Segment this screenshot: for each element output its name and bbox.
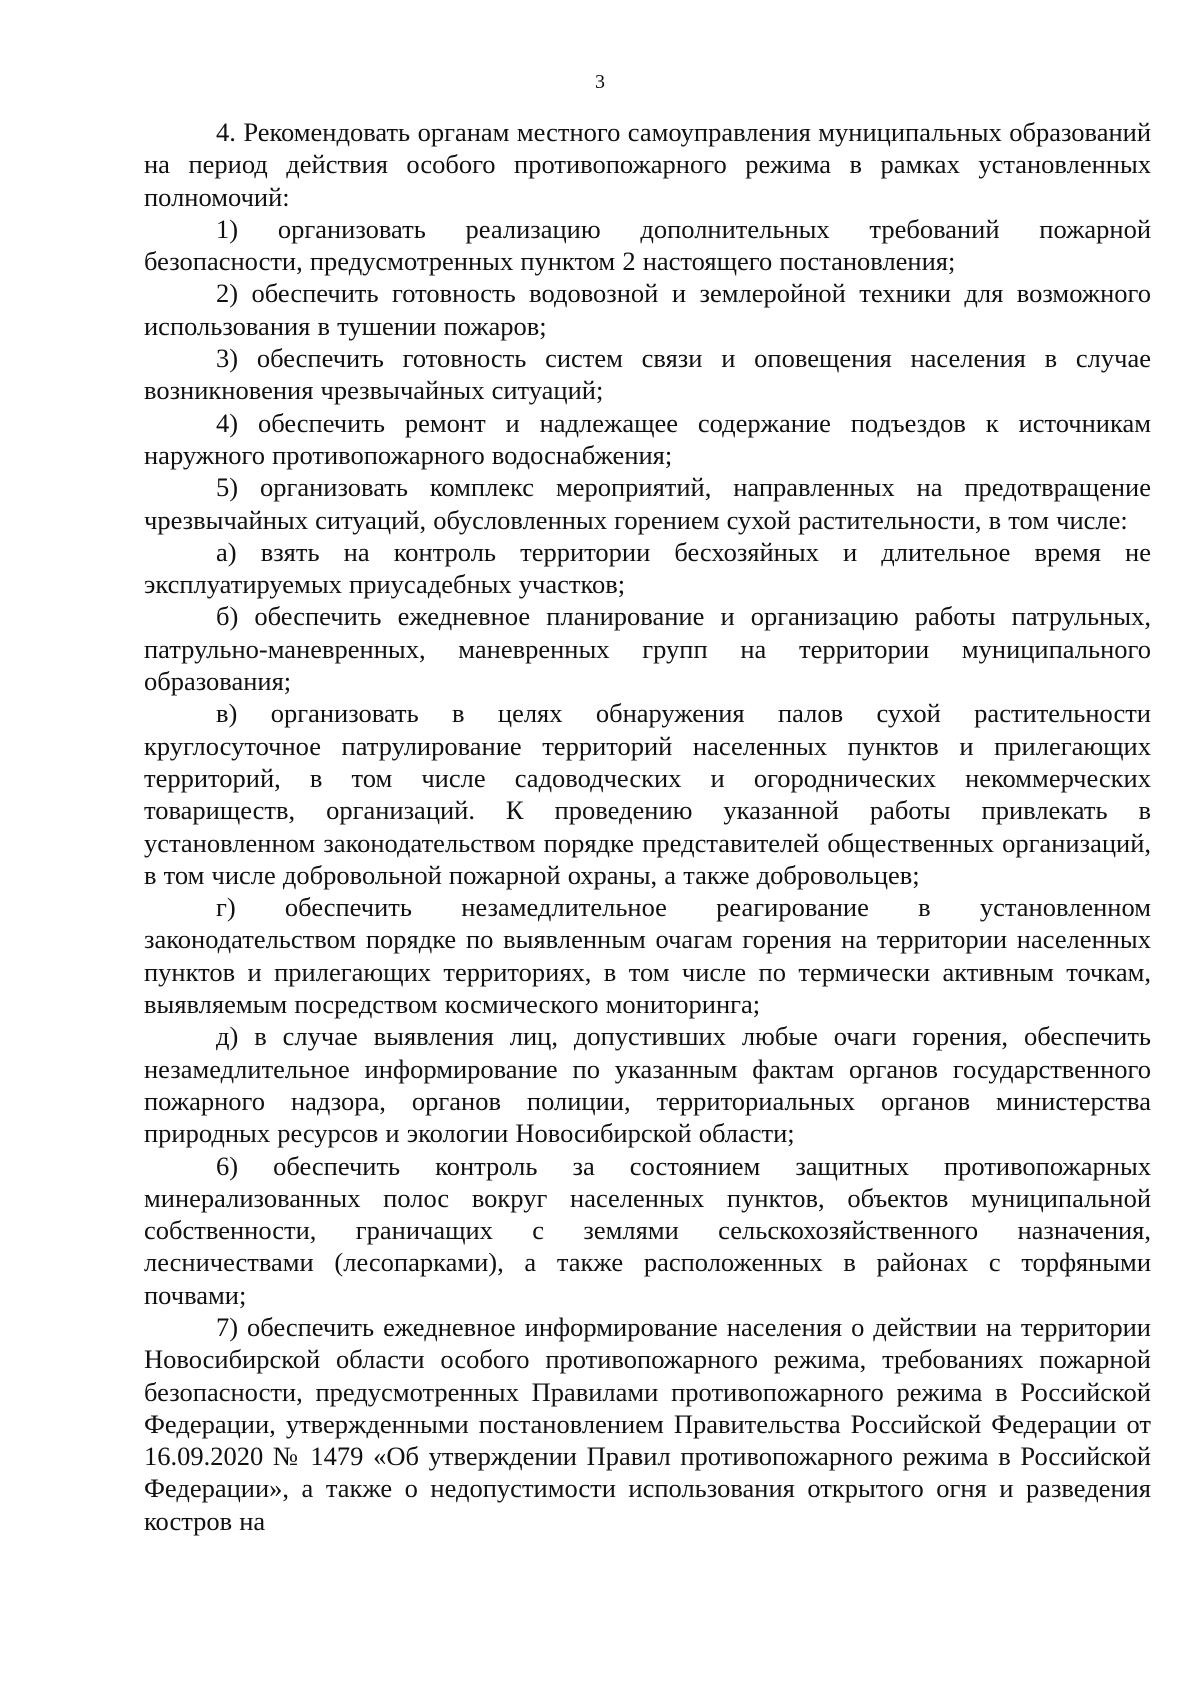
paragraph-subitem-2: 2) обеспечить готовность водовозной и землеройной техники для возможного использования в тушении пожаров; xyxy=(144,278,1151,341)
paragraph-item-4: 4. Рекомендовать органам местного самоуправления муниципальных образований на период действия особого противопожарного режима в рамках установленных полномочий: xyxy=(144,117,1151,212)
paragraph-subitem-5: 5) организовать комплекс мероприятий, направленных на предотвращение чрезвычайных ситуаций, обусловленных горением сухой растительности, в том числе: xyxy=(144,472,1151,535)
paragraph-subitem-3: 3) обеспечить готовность систем связи и оповещения населения в случае возникновения чрезвычайных ситуаций; xyxy=(144,343,1151,406)
paragraph-subitem-6: 6) обеспечить контроль за состоянием защитных противопожарных минерализованных полос вокруг населенных пунктов, объектов муниципальной собственности, граничащих с землями сельскохозяйственного назначения, лесничествами (лесопарками), а также расположенных в районах с торфяными почвами; xyxy=(144,1150,1151,1310)
paragraph-subitem-5b: б) обеспечить ежедневное планирование и организацию работы патрульных, патрульно-маневренных, маневренных групп на территории муниципального образования; xyxy=(144,601,1151,697)
document-body xyxy=(144,116,1151,1537)
paragraph-subitem-7: 7) обеспечить ежедневное информирование населения о действии на территории Новосибирской области особого противопожарного режима, требованиях пожарной безопасности, предусмотренных Правилами противопожарного режима в Российской Федерации, утвержденными постановлением Правительства Российской Федерации от 16.09.2020 № 1479 «Об утверждении Правил противопожарного режима в Российской Федерации», а также о недопустимости использования открытого огня и разведения костров на xyxy=(144,1311,1151,1536)
paragraph-subitem-5v: в) организовать в целях обнаружения палов сухой растительности круглосуточное патрулирование территорий населенных пунктов и прилегающих территорий, в том числе садоводческих и огороднических некоммерческих товариществ, организаций. К проведению указанной работы привлекать в установленном законодательством порядке представителей общественных организаций, в том числе добровольной пожарной охраны, а также добровольцев; xyxy=(144,698,1151,890)
page-number: 3 xyxy=(595,71,605,93)
paragraph-subitem-5d: д) в случае выявления лиц, допустивших любые очаги горения, обеспечить незамедлительное информирование по указанным фактам органов государственного пожарного надзора, органов полиции, территориальных органов министерства природных ресурсов и экологии Новосибирской области; xyxy=(144,1021,1151,1149)
paragraph-subitem-5a: а) взять на контроль территории бесхозяйных и длительное время не эксплуатируемых приусадебных участков; xyxy=(144,536,1151,600)
paragraph-subitem-1: 1) организовать реализацию дополнительных требований пожарной безопасности, предусмотренных пунктом 2 настоящего постановления; xyxy=(144,213,1151,277)
paragraph-subitem-5g: г) обеспечить незамедлительное реагирование в установленном законодательством порядке по выявленным очагам горения на территории населенных пунктов и прилегающих территориях, в том числе по термически активным точкам, выявляемым посредством космического мониторинга; xyxy=(144,892,1151,1020)
paragraph-subitem-4: 4) обеспечить ремонт и надлежащее содержание подъездов к источникам наружного противопожарного водоснабжения; xyxy=(144,407,1151,470)
